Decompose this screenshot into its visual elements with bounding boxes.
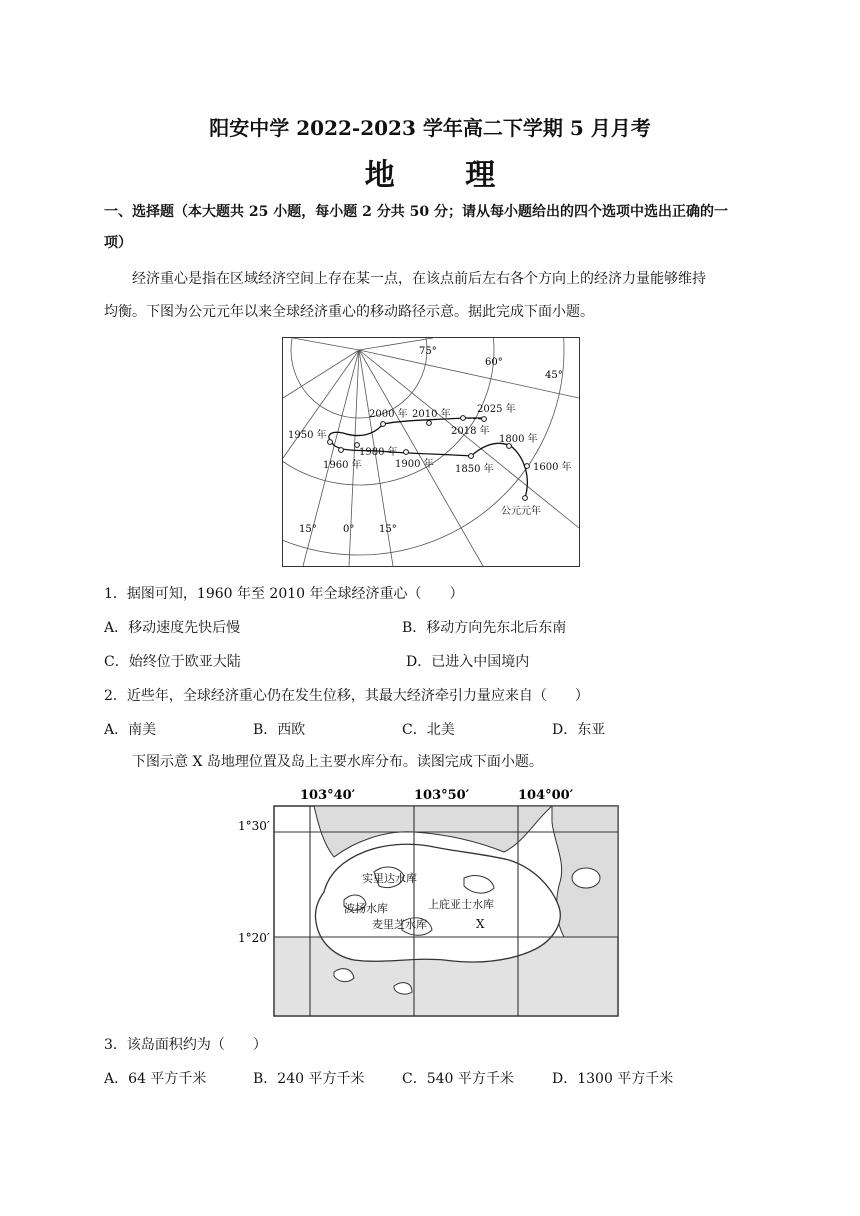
q1-option-b: B．移动方向先东北后东南 [402, 620, 567, 636]
lon-103-40: 103°40′ [300, 788, 356, 803]
lon-104-00: 104°00′ [518, 788, 574, 803]
point-2010 [427, 421, 432, 426]
reservoir-label-poyan: 波扬水库 [344, 902, 388, 915]
label-1850: 1850 年 [455, 464, 494, 475]
label-2025: 2025 年 [477, 404, 516, 415]
reservoir-label-upper-peirce: 上庇亚士水库 [428, 898, 494, 911]
point-1900 [404, 450, 409, 455]
label-1980: 1980 年 [359, 447, 398, 458]
economic-center-path [329, 418, 527, 498]
q1-option-c: C．始终位于欧亚大陆 [104, 654, 241, 670]
label-2000: 2000 年 [369, 409, 408, 420]
q3-stem: 3．该岛面积约为（ ） [104, 1037, 267, 1053]
point-2000 [381, 422, 386, 427]
q1-option-d: D．已进入中国境内 [406, 654, 530, 670]
lat-label-60: 60° [485, 357, 503, 368]
label-1800: 1800 年 [499, 434, 538, 445]
exam-title: 阳安中学 2022-2023 学年高二下学期 5 月月考 [209, 116, 651, 140]
section-heading-line1: 一、选择题（本大题共 25 小题，每小题 2 分共 50 分；请从每小题给出的四个选项中选出正确的一 [104, 204, 728, 220]
island-label-x: X [476, 917, 485, 931]
passage1-line1: 经济重心是指在区域经济空间上存在某一点，在该点前后左右各个方向上的经济力量能够维持 [132, 271, 706, 287]
point-1600 [525, 464, 530, 469]
point-2018 [461, 416, 466, 421]
passage2-line1: 下图示意 X 岛地理位置及岛上主要水库分布。读图完成下面小题。 [132, 754, 543, 770]
reservoir-label-seletar: 实里达水库 [362, 872, 417, 885]
point-1960 [339, 448, 344, 453]
q1-stem: 1．据图可知，1960 年至 2010 年全球经济重心（ ） [104, 586, 464, 602]
point-0ad [523, 496, 528, 501]
lat-1-20: 1°20′ [238, 931, 270, 945]
q2-option-d: D．东亚 [552, 722, 606, 738]
passage1-line2: 均衡。下图为公元元年以来全球经济重心的移动路径示意。据此完成下面小题。 [104, 304, 594, 320]
lon-103-50: 103°50′ [414, 788, 470, 803]
q3-option-b: B．240 平方千米 [253, 1071, 365, 1087]
label-1900: 1900 年 [395, 459, 434, 470]
label-2018: 2018 年 [451, 426, 490, 437]
lat-label-75: 75° [419, 346, 437, 357]
point-2025 [482, 417, 487, 422]
q3-option-d: D．1300 平方千米 [552, 1071, 674, 1087]
q2-option-c: C．北美 [402, 722, 455, 738]
subject-title: 地 理 [364, 158, 526, 193]
lat-label-45: 45° [545, 370, 563, 381]
reservoir-label-macritchie: 麦里芝水库 [372, 918, 427, 931]
q1-option-a: A．移动速度先快后慢 [104, 620, 241, 636]
label-0ad: 公元元年 [501, 506, 541, 517]
q2-stem: 2．近些年，全球经济重心仍在发生位移，其最大经济牵引力量应来自（ ） [104, 688, 589, 704]
q2-option-a: A．南美 [104, 722, 157, 738]
label-2010: 2010 年 [412, 409, 451, 420]
economic-center-map [282, 337, 580, 567]
lon-label-0: 0° [343, 524, 355, 535]
label-1960: 1960 年 [323, 460, 362, 471]
q3-option-c: C．540 平方千米 [402, 1071, 514, 1087]
lon-label-15w: 15° [299, 524, 317, 535]
island-reservoir-map [234, 782, 622, 1020]
q3-option-a: A．64 平方千米 [104, 1071, 207, 1087]
q2-option-b: B．西欧 [253, 722, 306, 738]
point-1950 [328, 440, 333, 445]
lon-label-15e: 15° [379, 524, 397, 535]
lat-1-30: 1°30′ [238, 819, 270, 833]
section-heading-line2: 项） [104, 235, 132, 251]
point-1850 [469, 454, 474, 459]
label-1950: 1950 年 [288, 430, 327, 441]
label-1600: 1600 年 [533, 462, 572, 473]
